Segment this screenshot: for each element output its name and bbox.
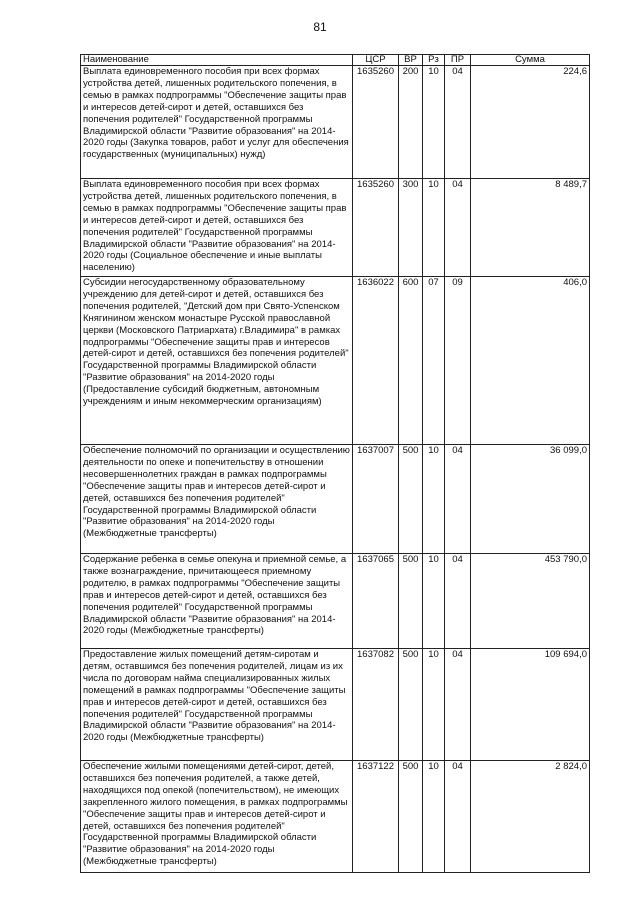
row-vr: 500 <box>399 649 423 761</box>
row-vr: 500 <box>399 761 423 873</box>
header-vr: ВР <box>399 55 423 66</box>
row-name: Содержание ребенка в семье опекуна и приемной семье, а также вознаграждение, причитающееся приемному родителю, в рамках подпрограммы "Обеспечение защиты прав и интересов детей-сирот и детей, оставшихся без попечения родителей" Государственной программы Владимирской области "Развитие образования" на 2014-2020 годы (Межбюджетные трансферты) <box>81 554 353 649</box>
row-csr: 1637007 <box>353 445 399 554</box>
row-pr: 04 <box>445 761 471 873</box>
row-vr: 600 <box>399 277 423 445</box>
row-vr: 200 <box>399 66 423 179</box>
table-row <box>81 554 590 649</box>
row-pr: 04 <box>445 179 471 277</box>
row-vr: 500 <box>399 445 423 554</box>
row-name: Субсидии негосударственному образовательному учреждению для детей-сирот и детей, оставшихся без попечения родителей, "Детский дом при Свято-Успенском Княгинином женском монастыре Русской православной церкви (Московского Патриархата) г.Владимира" в рамках подпрограммы "Обеспечение защиты прав и интересов детей-сирот и детей, оставшихся без попечения родителей" Государственной программы Владимирской области "Развитие образования" на 2014-2020 годы (Предоставление субсидий бюджетным, автономным учреждениям и иным некоммерческим организациям) <box>81 277 353 445</box>
table-row <box>81 761 590 873</box>
row-vr: 500 <box>399 554 423 649</box>
row-rz: 10 <box>423 761 445 873</box>
row-sum: 224,6 <box>471 66 590 179</box>
header-pr: ПР <box>445 55 471 66</box>
header-name: Наименование <box>81 55 353 66</box>
table-header-row <box>81 55 590 66</box>
row-csr: 1637082 <box>353 649 399 761</box>
budget-table <box>80 54 590 873</box>
row-pr: 09 <box>445 277 471 445</box>
row-rz: 10 <box>423 445 445 554</box>
row-sum: 406,0 <box>471 277 590 445</box>
row-rz: 10 <box>423 649 445 761</box>
row-sum: 36 099,0 <box>471 445 590 554</box>
row-name: Выплата единовременного пособия при всех формах устройства детей, лишенных родительского попечения, в семью в рамках подпрограммы "Обеспечение защиты прав и интересов детей-сирот и детей, оставшихся без попечения родителей" Государственной программы Владимирской области "Развитие образования" на 2014-2020 годы (Закупка товаров, работ и услуг для обеспечения государственных (муниципальных) нужд) <box>81 66 353 179</box>
row-pr: 04 <box>445 554 471 649</box>
table-row <box>81 649 590 761</box>
table-row <box>81 445 590 554</box>
row-rz: 10 <box>423 66 445 179</box>
row-pr: 04 <box>445 649 471 761</box>
row-csr: 1635260 <box>353 179 399 277</box>
row-name: Обеспечение полномочий по организации и осуществлению деятельности по опеке и попечительству в отношении несовершеннолетних граждан в рамках подпрограммы "Обеспечение защиты прав и интересов детей-сирот и детей, оставшихся без попечения родителей" Государственной программы Владимирской области "Развитие образования" на 2014-2020 годы (Межбюджетные трансферты) <box>81 445 353 554</box>
header-sum: Сумма <box>471 55 590 66</box>
row-rz: 10 <box>423 554 445 649</box>
table-row <box>81 66 590 179</box>
row-csr: 1637122 <box>353 761 399 873</box>
row-rz: 07 <box>423 277 445 445</box>
row-csr: 1636022 <box>353 277 399 445</box>
row-name: Предоставление жилых помещений детям-сиротам и детям, оставшимся без попечения родителей, лицам из их числа по договорам найма специализированных жилых помещений в рамках подпрограммы "Обеспечение защиты прав и интересов детей-сирот и детей, оставшихся без попечения родителей" Государственной программы Владимирской области "Развитие образования" на 2014-2020 годы (Межбюджетные трансферты) <box>81 649 353 761</box>
row-rz: 10 <box>423 179 445 277</box>
table-row <box>81 179 590 277</box>
row-name: Выплата единовременного пособия при всех формах устройства детей, лишенных родительского попечения, в семью в рамках подпрограммы "Обеспечение защиты прав и интересов детей-сирот и детей, оставшихся без попечения родителей" Государственной программы Владимирской области "Развитие образования" на 2014-2020 годы (Социальное обеспечение и иные выплаты населению) <box>81 179 353 277</box>
row-csr: 1635260 <box>353 66 399 179</box>
row-pr: 04 <box>445 66 471 179</box>
row-csr: 1637065 <box>353 554 399 649</box>
header-csr: ЦСР <box>353 55 399 66</box>
table-row <box>81 277 590 445</box>
page-number: 81 <box>313 20 327 34</box>
header-rz: Рз <box>423 55 445 66</box>
row-sum: 8 489,7 <box>471 179 590 277</box>
row-sum: 109 694,0 <box>471 649 590 761</box>
row-pr: 04 <box>445 445 471 554</box>
row-sum: 2 824,0 <box>471 761 590 873</box>
row-name: Обеспечение жилыми помещениями детей-сирот, детей, оставшихся без попечения родителей, а также детей, находящихся под опекой (попечительством), не имеющих закрепленного жилого помещения, в рамках подпрограммы "Обеспечение защиты прав и интересов детей-сирот и детей, оставшихся без попечения родителей" Государственной программы Владимирской области "Развитие образования" на 2014-2020 годы (Межбюджетные трансферты) <box>81 761 353 873</box>
row-sum: 453 790,0 <box>471 554 590 649</box>
row-vr: 300 <box>399 179 423 277</box>
